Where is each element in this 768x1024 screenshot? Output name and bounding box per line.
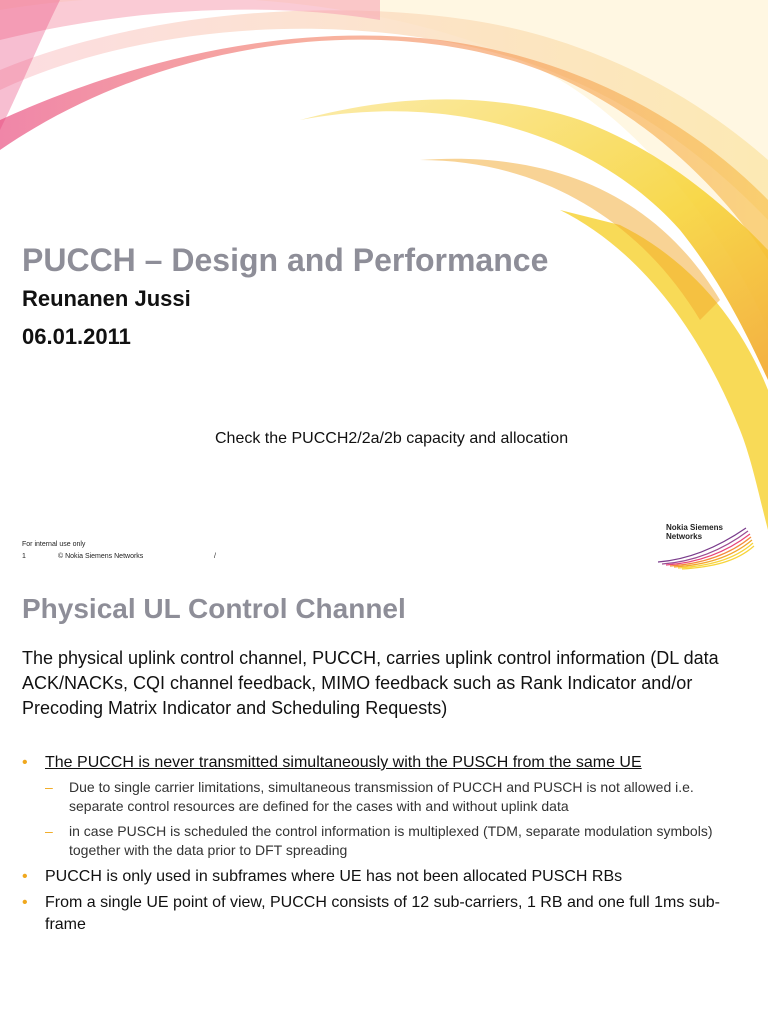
company-logo [654, 520, 764, 570]
logo-text-line1: Nokia Siemens [666, 523, 723, 532]
slide-note: Check the PUCCH2/2a/2b capacity and allocation [215, 430, 569, 447]
list-item [22, 866, 752, 888]
presentation-date: 06.01.2011 [22, 324, 131, 349]
list-item [22, 892, 752, 936]
author-name: Reunanen Jussi [22, 286, 191, 311]
slide-title: Physical UL Control Channel [22, 593, 406, 624]
page-number: 1 [22, 553, 26, 560]
slide-title: PUCCH – Design and Performance [22, 242, 549, 278]
bullet-icon: • [22, 868, 28, 885]
footer-confidentiality: For internal use only [22, 541, 86, 548]
list-item [22, 752, 752, 860]
logo-text-line2: Networks [666, 532, 703, 541]
bullet-icon: • [22, 894, 28, 911]
bullet-text: From a single UE point of view, PUCCH consists of 12 sub-carriers, 1 RB and one full 1ms sub-frame [45, 894, 720, 933]
footer-separator: / [214, 553, 216, 560]
bullet-text: PUCCH is only used in subframes where UE has not been allocated PUSCH RBs [45, 868, 623, 885]
footer-line [22, 553, 216, 560]
dash-icon: – [45, 823, 53, 839]
bullet-icon: • [22, 754, 28, 771]
sub-bullet-list [45, 778, 752, 860]
sub-bullet-text: Due to single carrier limitations, simultaneous transmission of PUCCH and PUSCH is not allowed i.e. separate control resources are defined for the cases with and without uplink data [69, 779, 694, 814]
bullet-text: The PUCCH is never transmitted simultaneously with the PUSCH from the same UE [45, 754, 642, 771]
bullet-list [22, 752, 752, 936]
sub-list-item [45, 822, 752, 860]
content-slide [0, 578, 768, 1024]
sub-list-item [45, 778, 752, 816]
footer-copyright: © Nokia Siemens Networks [58, 553, 144, 560]
dash-icon: – [45, 779, 53, 795]
intro-paragraph: The physical uplink control channel, PUCCH, carries uplink control information (DL data ACK/NACKs, CQI channel feedback, MIMO feedback such as Rank Indicator and/or Precoding Matrix Indicator and Scheduling Requests) [22, 648, 719, 718]
sub-bullet-text: in case PUSCH is scheduled the control information is multiplexed (TDM, separate modulation symbols) together with the data prior to DFT spreading [69, 823, 713, 858]
